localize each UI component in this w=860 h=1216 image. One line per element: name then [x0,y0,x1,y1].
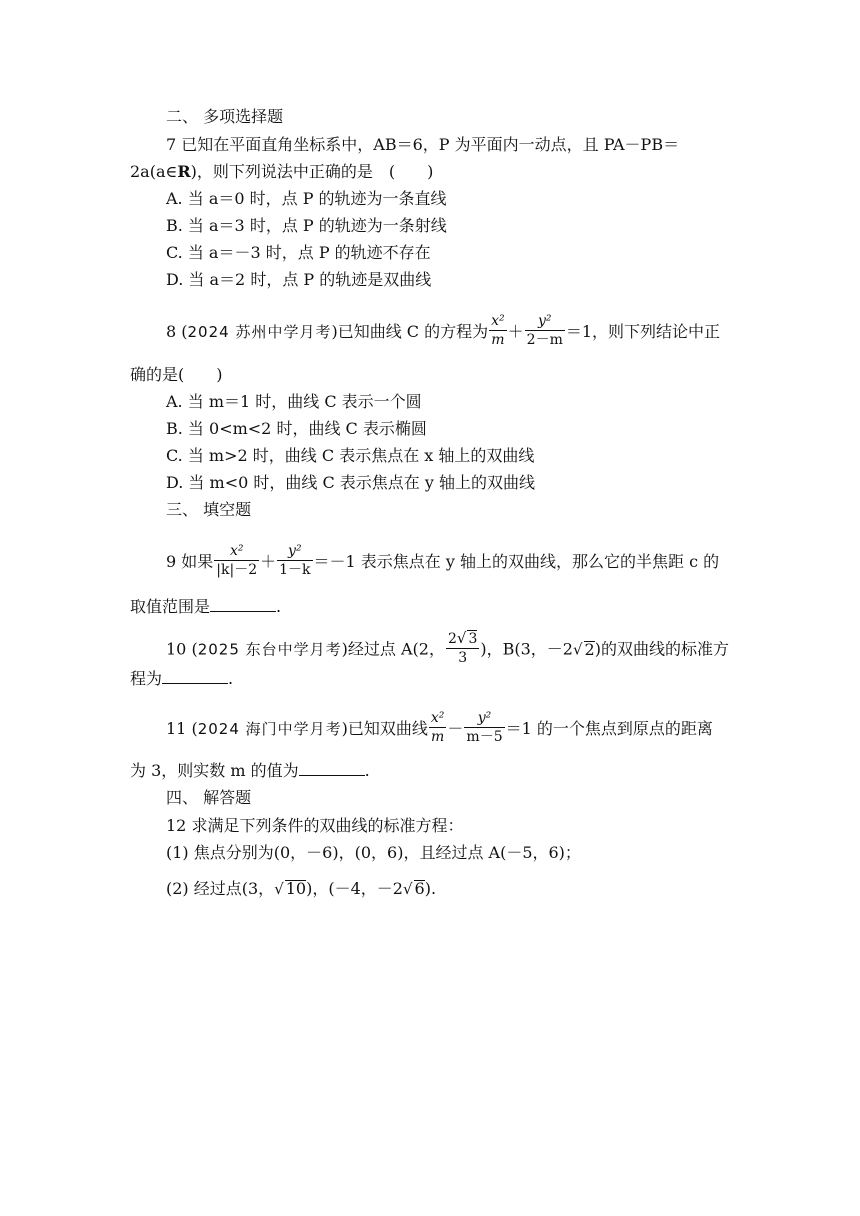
q8-f1-den: m [491,332,505,348]
q8-source: 2024 苏州中学月考 [187,323,332,341]
q10-f-den: 3 [446,648,479,667]
question-7-stem-line-1: 7 已知在平面直角坐标系中，AB＝6，P 为平面内一动点，且 PA－PB＝ [166,135,680,154]
q9-plus: ＋ [260,552,277,571]
q7-real-set-symbol: R [177,162,191,181]
section-heading-free-response: 四、 解答题 [166,788,252,807]
q10-answer-blank[interactable] [162,669,228,684]
q12-part2-mid: )，(－4，－2 [306,879,403,898]
q9-f2-num: y² [288,543,302,559]
question-10-stem-line-1: 10 (2025 东台中学月考)经过点 A(2， $\frac{2√ 3}{3}$ )，B(3，－2√ 2)的双曲线的标准方 [166,629,729,666]
q9-f2-den: 1－k [279,562,311,578]
question-12-stem: 12 求满足下列条件的双曲线的标准方程： [166,816,464,835]
q12-part2-pre: (2) 经过点(3， [166,879,275,898]
q11-f1-den: m [431,729,445,745]
q11-f1-num: x² [430,710,445,726]
q9-f1-den: |k|－2 [216,562,258,578]
question-7-option-b: B. 当 a＝3 时，点 P 的轨迹为一条射线 [166,216,447,235]
q8-fraction-1 [489,312,507,349]
question-7-option-d: D. 当 a＝2 时，点 P 的轨迹是双曲线 [166,270,432,289]
q10-mid2: )，B(3，－2 [480,639,573,659]
question-10-stem-line-2 [130,668,233,690]
q11-pre: 11 ( [166,719,198,738]
q7-line2-post: )，则下列说法中正确的是 ( ) [190,162,434,181]
q8-post: ＝1，则下列结论中正 [565,322,721,341]
q8-f2-num: y² [538,313,552,329]
q10-post: )的双曲线的标准方 [594,639,729,659]
q11-f2-den: m－5 [466,729,503,745]
q10-line2-post: . [228,669,234,688]
question-11-stem-line-1 [166,711,713,748]
question-12-part-1: (1) 焦点分别为(0，－6)，(0，6)，且经过点 A(－5，6)； [166,843,581,862]
q11-source: 2024 海门中学月考 [197,720,342,738]
q11-line2-post: . [364,761,370,780]
q11-fraction-1 [429,709,447,746]
q12-part2-post: ). [424,879,437,898]
q11-mid: )已知双曲线 [341,719,428,738]
question-8-stem-line-1 [166,314,720,351]
q8-pre: 8 ( [166,322,188,341]
q10-line2-pre: 程为 [130,669,163,688]
question-8-option-d: D. 当 m<0 时，曲线 C 表示焦点在 y 轴上的双曲线 [166,473,535,492]
q11-f2-num: y² [477,710,492,726]
question-9-stem-line-2 [130,596,281,618]
q9-fraction-1 [214,542,259,579]
q10-pre: 10 ( [166,639,198,659]
question-7-option-a: A. 当 a＝0 时，点 P 的轨迹为一条直线 [166,189,447,208]
q9-line2-post: . [276,597,282,616]
q9-f1-num: x² [229,543,244,559]
q10-mid: )经过点 A(2， [341,639,445,659]
q11-line2-pre: 为 3，则实数 m 的值为 [130,761,299,780]
q11-answer-blank[interactable] [299,761,365,776]
q11-fraction-2 [464,709,504,746]
question-12-part-2: (2) 经过点(3，√ 10)，(－4，－2√ 6). [166,879,437,898]
q9-fraction-2 [277,542,312,579]
q8-fraction-2 [525,312,565,349]
question-8-option-c: C. 当 m>2 时，曲线 C 表示焦点在 x 轴上的双曲线 [166,446,535,465]
question-11-stem-line-2 [130,760,370,782]
q10-source: 2025 东台中学月考 [197,640,342,659]
q11-post: ＝1 的一个焦点到原点的距离 [505,719,713,738]
q9-post: ＝－1 表示焦点在 y 轴上的双曲线，那么它的半焦距 c 的 [313,552,720,571]
q9-pre: 9 如果 [166,552,214,571]
q9-answer-blank[interactable] [210,597,276,612]
section-heading-fill-in: 三、 填空题 [166,500,252,519]
q10-f-num-coef: 2 [447,631,457,647]
q10-radicand-2: 2 [584,639,595,659]
q7-line2-pre: 2a(a∈ [130,162,178,181]
q8-plus: ＋ [507,322,524,341]
question-8-option-a: A. 当 m＝1 时，曲线 C 表示一个圆 [166,392,422,411]
q9-line2-pre: 取值范围是 [130,597,211,616]
q12-radicand-2: 6 [414,879,425,898]
q8-f1-num: x² [491,313,505,329]
q8-f2-den: 2－m [526,332,563,348]
question-8-stem-line-2: 确的是( ) [130,365,223,384]
question-9-stem-line-1 [166,544,719,581]
question-7-stem-line-2 [130,161,433,183]
q12-radicand-1: 10 [285,879,307,898]
q10-fraction: $\frac{2√ 3}{3}$ [447,629,478,666]
q11-minus: － [447,719,464,738]
question-7-option-c: C. 当 a＝－3 时，点 P 的轨迹不存在 [166,243,431,262]
question-8-option-b: B. 当 0<m<2 时，曲线 C 表示椭圆 [166,419,427,438]
q10-f-num-radicand: 3 [468,631,478,647]
section-heading-multiple-choice: 二、 多项选择题 [166,107,284,126]
q8-mid: )已知曲线 C 的方程为 [331,322,489,341]
